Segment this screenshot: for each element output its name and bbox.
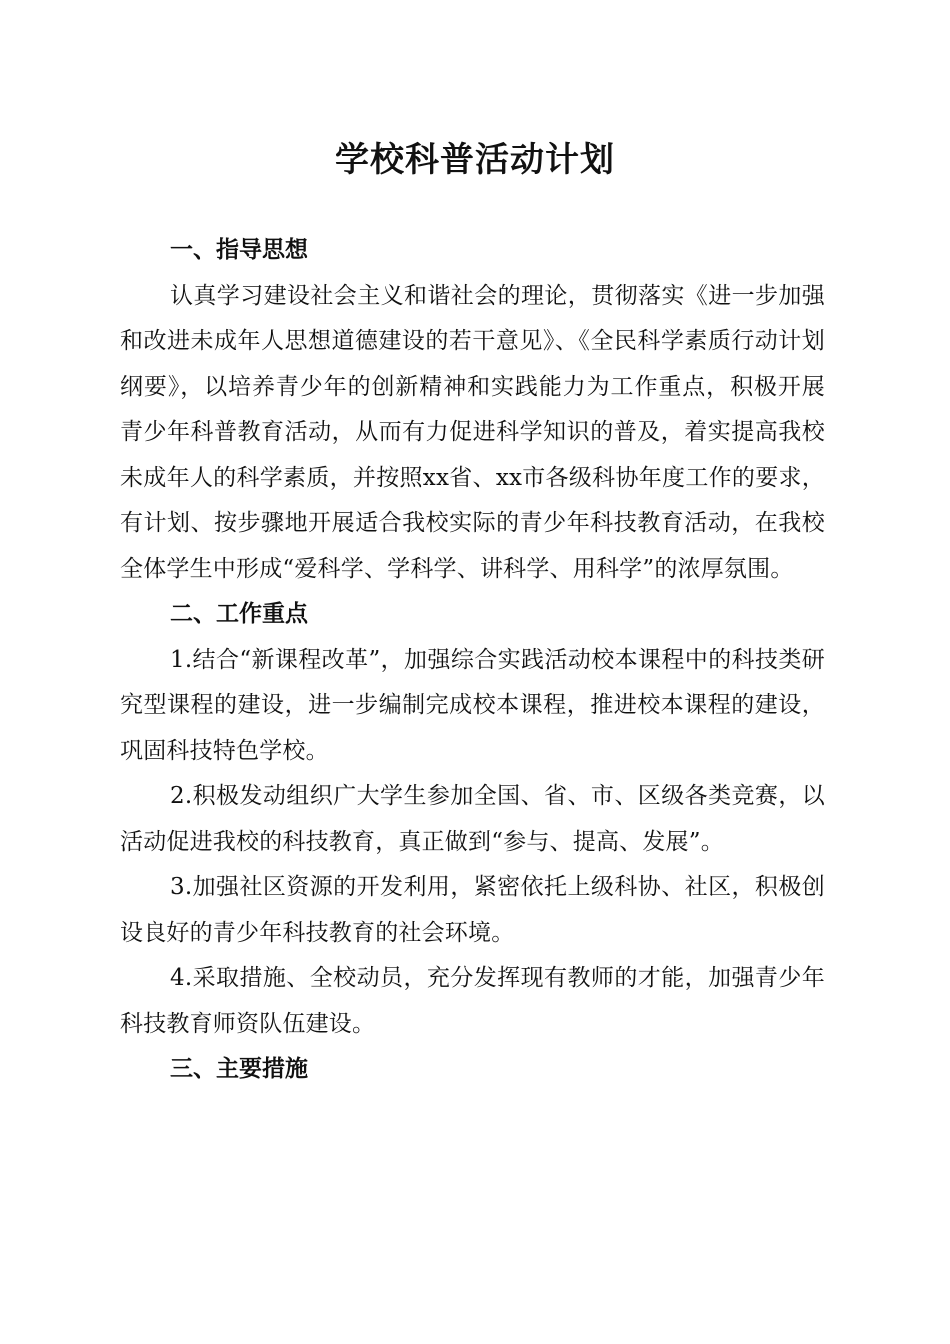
work-focus-item-3: 3.加强社区资源的开发利用，紧密依托上级科协、社区，积极创设良好的青少年科技教育的社会环境。 (120, 874, 825, 946)
section-heading-guiding-ideology: 一、指导思想 (170, 237, 308, 263)
work-focus-item-2: 2.积极发动组织广大学生参加全国、省、市、区级各类竞赛，以活动促进我校的科技教育，真正做到“参与、提高、发展”。 (120, 783, 825, 855)
document-body (120, 228, 825, 1093)
work-focus-item-4: 4.采取措施、全校动员，充分发挥现有教师的才能，加强青少年科技教育师资队伍建设。 (120, 965, 825, 1037)
document-title: 学校科普活动计划 (335, 140, 615, 180)
section-heading-work-focus: 二、工作重点 (170, 601, 308, 627)
paragraph-guiding-ideology: 认真学习建设社会主义和谐社会的理论，贯彻落实《进一步加强和改进未成年人思想道德建设的若干意见》、《全民科学素质行动计划纲要》，以培养青少年的创新精神和实践能力为工作重点，积极开展青少年科普教育活动，从而有力促进科学知识的普及，着实提高我校未成年人的科学素质，并按照xx省、xx市各级科协年度工作的要求，有计划、按步骤地开展适合我校实际的青少年科技教育活动，在我校全体学生中形成“爱科学、学科学、讲科学、用科学”的浓厚氛围。 (120, 282, 825, 582)
section-heading-main-measures: 三、主要措施 (170, 1056, 308, 1082)
work-focus-item-1: 1.结合“新课程改革”，加强综合实践活动校本课程中的科技类研究型课程的建设，进一步编制完成校本课程，推进校本课程的建设，巩固科技特色学校。 (120, 646, 825, 764)
